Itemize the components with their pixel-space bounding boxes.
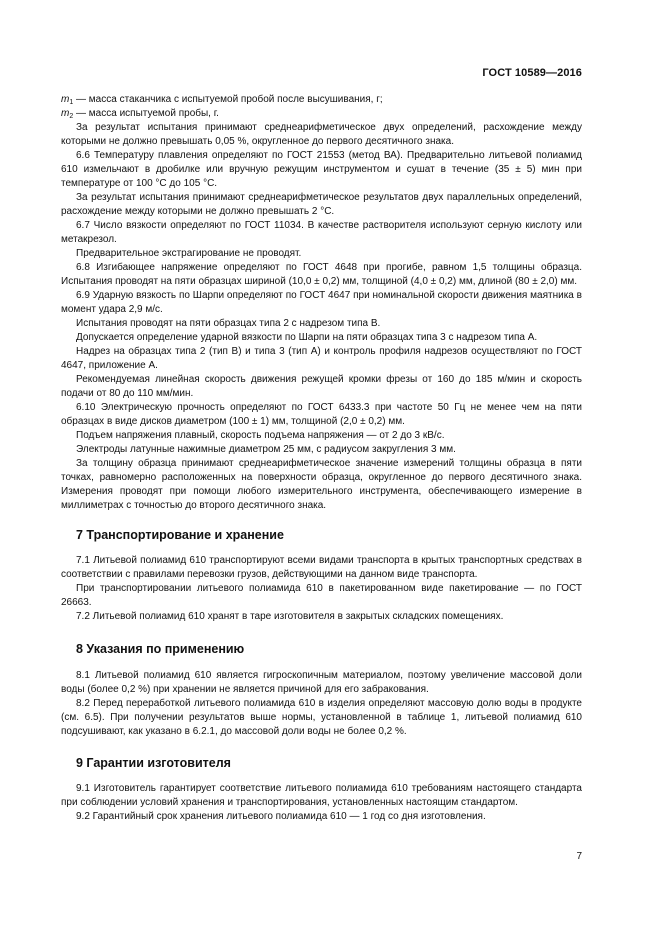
symbol-m1: m: [61, 94, 70, 105]
paragraph-6-9: 6.9 Ударную вязкость по Шарпи определяют по ГОСТ 4647 при номинальной скорости движения маятника в момент удара 2,9 м/с.: [61, 290, 582, 315]
definition-m1: [61, 93, 582, 107]
definition-m2: [61, 107, 582, 121]
symbol-m2: m: [61, 108, 70, 119]
paragraph: Допускается определение ударной вязкости по Шарпи на пяти образцах типа 3 с надрезом типа А.: [76, 332, 538, 343]
section-heading-9: 9 Гарантии изготовителя: [76, 756, 231, 770]
paragraph-7-2: 7.2 Литьевой полиамид 610 хранят в таре изготовителя в закрытых складских помещениях.: [76, 611, 504, 622]
paragraph-6-10: 6.10 Электрическую прочность определяют по ГОСТ 6433.3 при частоте 50 Гц не менее чем на пяти образцах в виде дисков диаметром (100 ± 1) мм, толщиной (2,0 ± 0,2) мм.: [61, 402, 582, 427]
paragraph: Подъем напряжения плавный, скорость подъема напряжения — от 2 до 3 кВ/с.: [76, 430, 445, 441]
paragraph: За толщину образца принимают среднеарифметическое значение измерений толщины образца в пяти точках, равномерно расположенных на поверхности образца, округленное до первого десятичного знака. Измерения проводят при помощи любого измерительного инструмента, обеспечивающего измерение в миллиметрах с точностью до второго десятичного знака.: [61, 458, 582, 511]
paragraph-6-8: 6.8 Изгибающее напряжение определяют по ГОСТ 4648 при прогибе, равном 1,5 толщины образца. Испытания проводят на пяти образцах шириной (10,0 ± 0,2) мм, толщиной (4,0 ± 0,2) мм, длиной (80 ± 2,0) мм.: [61, 262, 582, 287]
standard-code: ГОСТ 10589—2016: [482, 67, 582, 79]
paragraph: Рекомендуемая линейная скорость движения режущей кромки фрезы от 160 до 185 м/мин и скорость подачи от 80 до 110 мм/мин.: [61, 374, 582, 399]
section-heading-8: 8 Указания по применению: [76, 642, 245, 656]
paragraph-6-6: 6.6 Температуру плавления определяют по ГОСТ 21553 (метод ВА). Предварительно литьевой полиамид 610 измельчают в дробилке или вручную режущим инструментом и сушат в течение (35 ± 5) мин при температуре от 100 °С до 105 °С.: [61, 150, 582, 189]
definition-m1-text: — масса стаканчика с испытуемой пробой после высушивания, г;: [73, 94, 383, 105]
paragraph-7-1: 7.1 Литьевой полиамид 610 транспортируют всеми видами транспорта в крытых транспортных средствах в соответствии с правилами перевозки грузов, действующими на данном виде транспорта.: [61, 555, 582, 580]
paragraph: Надрез на образцах типа 2 (тип В) и типа 3 (тип А) и контроль профиля надрезов осуществляют по ГОСТ 4647, приложение А.: [61, 346, 582, 371]
paragraph: Электроды латунные нажимные диаметром 25 мм, с радиусом закругления 3 мм.: [76, 444, 456, 455]
paragraph: За результат испытания принимают среднеарифметическое двух определений, расхождение между которыми не должно превышать 0,05 %, округленное до первого десятичного знака.: [61, 122, 582, 147]
paragraph-9-2: 9.2 Гарантийный срок хранения литьевого полиамида 610 — 1 год со дня изготовления.: [76, 811, 486, 822]
symbol-m1-sub: 1: [69, 99, 74, 106]
definition-m2-text: — масса испытуемой пробы, г.: [73, 108, 219, 119]
paragraph-9-1: 9.1 Изготовитель гарантирует соответствие литьевого полиамида 610 требованиям настоящего стандарта при соблюдении условий хранения и транспортирования, установленных настоящим стандартом.: [61, 783, 582, 808]
section-heading-7: 7 Транспортирование и хранение: [76, 528, 284, 542]
paragraph-6-7: 6.7 Число вязкости определяют по ГОСТ 11034. В качестве растворителя используют серную кислоту или метакрезол.: [61, 220, 582, 245]
page-number: 7: [576, 851, 582, 862]
paragraph: Испытания проводят на пяти образцах типа 2 с надрезом типа В.: [76, 318, 381, 329]
paragraph-8-1: 8.1 Литьевой полиамид 610 является гигроскопичным материалом, поэтому увеличение массовой доли воды (более 0,2 %) при хранении не является причиной для его забракования.: [61, 670, 582, 695]
page-content: [61, 93, 582, 824]
paragraph: Предварительное экстрагирование не проводят.: [76, 248, 302, 259]
symbol-m2-sub: 2: [69, 113, 74, 120]
paragraph: За результат испытания принимают среднеарифметическое результатов двух параллельных определений, расхождение между которыми не должно превышать 2 °С.: [61, 192, 582, 217]
paragraph: При транспортировании литьевого полиамида 610 в пакетированном виде пакетирование — по ГОСТ 26663.: [61, 583, 582, 608]
paragraph-8-2: 8.2 Перед переработкой литьевого полиамида 610 в изделия определяют массовую долю воды в продукте (см. 6.5). При получении результатов выше нормы, установленной в таблице 1, литьевой полиамид 610 подсушивают, как указано в 6.2.1, до массовой доли воды не более 0,2 %.: [61, 698, 582, 737]
